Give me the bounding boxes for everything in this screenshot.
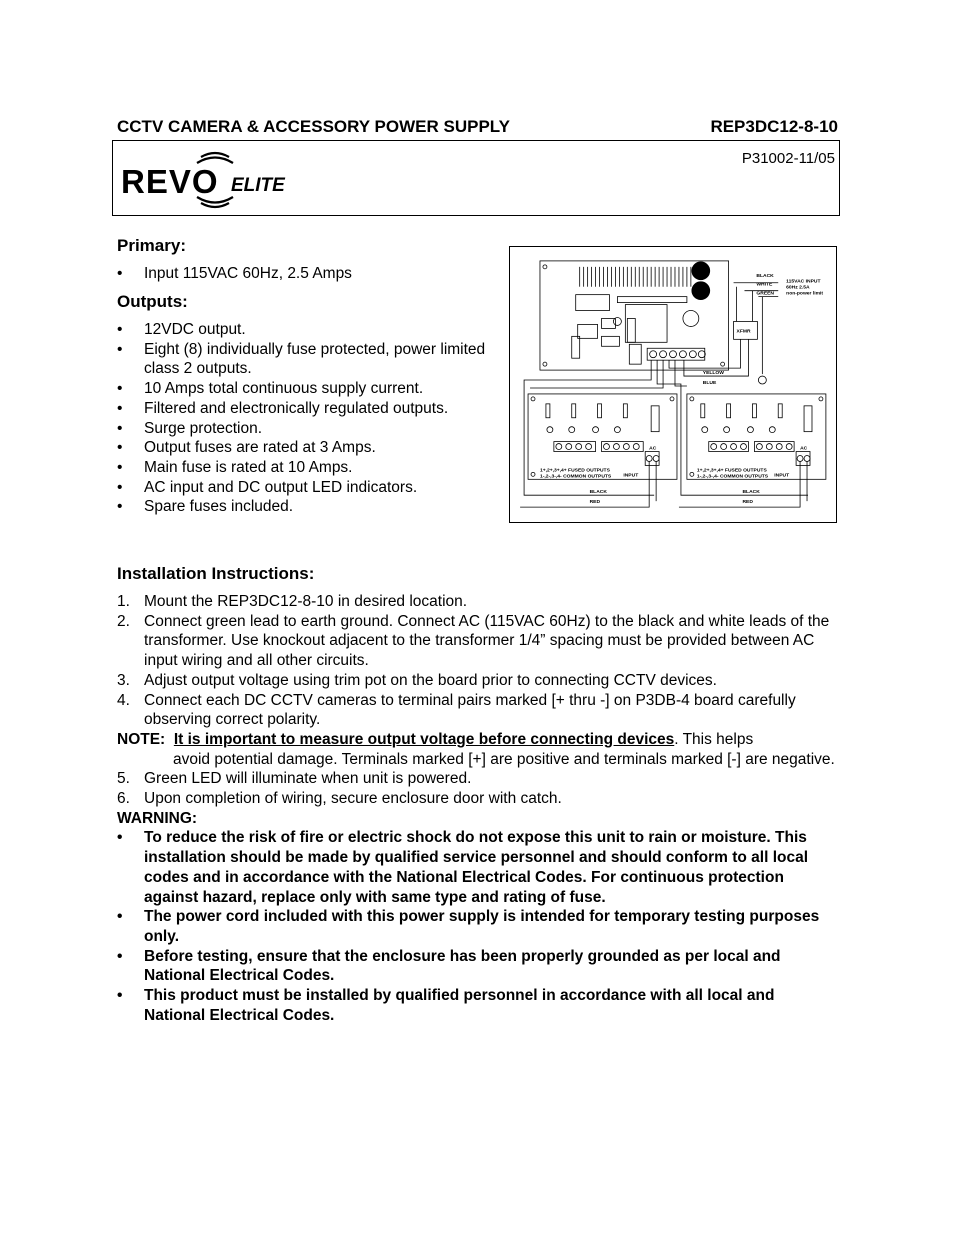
note-continuation: avoid potential damage. Terminals marked [+] are positive and terminals marked [-] are negative.	[173, 750, 835, 768]
document-number: P31002-11/05	[741, 150, 835, 167]
title-row	[117, 117, 838, 139]
label-xfmr: XFMR	[736, 329, 751, 335]
list-item: • Spare fuses included.	[117, 497, 487, 517]
label-black: BLACK	[756, 273, 774, 279]
installation-heading: Installation Instructions:	[117, 564, 315, 583]
step-text: Adjust output voltage using trim pot on the board prior to connecting CCTV devices.	[144, 671, 717, 689]
list-item: • 12VDC output.	[117, 320, 487, 340]
label-input-spec-1: 115VAC INPUT	[786, 279, 821, 285]
logo-brand: REVO	[121, 163, 219, 200]
primary-list	[117, 264, 487, 284]
label-input: INPUT	[623, 473, 639, 479]
list-item: • Input 115VAC 60Hz, 2.5 Amps	[117, 264, 487, 284]
label-board-red-right: RED	[742, 500, 753, 506]
warning-heading: WARNING:	[117, 809, 198, 827]
list-item: • Surge protection.	[117, 419, 487, 439]
warning-item: • The power cord included with this power supply is intended for temporary testing purposes only.	[117, 907, 837, 946]
step-item	[117, 671, 837, 691]
warning-list	[117, 828, 837, 1025]
model-number: REP3DC12-8-10	[710, 117, 838, 136]
step-item	[117, 612, 837, 671]
warning-item: • Before testing, ensure that the enclosure has been properly grounded as per local and National Electrical Codes.	[117, 947, 837, 986]
label-board-black: BLACK	[589, 490, 607, 496]
list-item: • 10 Amps total continuous supply current.	[117, 379, 487, 399]
wiring-diagram	[509, 246, 837, 523]
step-number: 4.	[117, 691, 130, 709]
step-text: Mount the REP3DC12-8-10 in desired location.	[144, 593, 468, 610]
step-text: Green LED will illuminate when unit is powered.	[144, 770, 472, 788]
label-white: WHITE	[756, 282, 773, 288]
label-common-outputs: 1-,2-,3-,4- COMMON OUTPUTS	[539, 474, 612, 480]
step-text: Connect each DC CCTV cameras to terminal pairs marked [+ thru -] on P3DB-4 board carefully observing correct polarity.	[144, 691, 796, 729]
step-number: 2.	[117, 612, 130, 630]
installation-section	[117, 564, 837, 1025]
outputs-heading: Outputs:	[117, 292, 188, 311]
step-text: Upon completion of wiring, secure enclosure door with catch.	[144, 790, 562, 808]
label-input-right: INPUT	[774, 473, 790, 479]
step-item	[117, 769, 837, 789]
note-label: NOTE:	[117, 730, 166, 748]
label-blue: BLUE	[702, 381, 717, 387]
installation-steps-after	[117, 769, 837, 808]
step-item	[117, 691, 837, 730]
list-item: • Output fuses are rated at 3 Amps.	[117, 438, 487, 458]
step-number: 3.	[117, 671, 130, 689]
label-board-black-right: BLACK	[742, 490, 760, 496]
step-number: 5.	[117, 770, 130, 788]
step-text: Connect green lead to earth ground. Connect AC (115VAC 60Hz) to the black and white leads of the transformer. Use knockout adjacent to the transformer 1/4” spacing must be provided between AC input wiring and all other circuits.	[144, 612, 830, 670]
label-fused-outputs: 1+,2+,3+,4+ FUSED OUTPUTS	[539, 468, 610, 474]
step-item	[117, 592, 837, 612]
label-board-red: RED	[589, 500, 601, 506]
label-yellow: YELLOW	[702, 371, 724, 377]
label-common-outputs-right: 1-,2-,3-,4- COMMON OUTPUTS	[696, 474, 769, 480]
label-green: GREEN	[756, 291, 775, 297]
outputs-list	[117, 320, 487, 517]
step-item	[117, 789, 837, 809]
logo-box	[112, 140, 840, 216]
installation-steps	[117, 592, 837, 730]
list-item: • Main fuse is rated at 10 Amps.	[117, 458, 487, 478]
step-number: 6.	[117, 790, 130, 808]
document-title: CCTV CAMERA & ACCESSORY POWER SUPPLY	[117, 117, 510, 136]
label-ac: AC	[649, 446, 657, 452]
note-block	[117, 730, 837, 769]
list-item: • Eight (8) individually fuse protected, power limited class 2 outputs.	[117, 340, 487, 379]
warning-item: • To reduce the risk of fire or electric shock do not expose this unit to rain or moisture. This installation should be made by qualified service personnel and should conform to all local codes and in accordance with the National Electrical Codes. For continuous protection against hazard, replace only with same type and rating of fuse.	[117, 828, 837, 907]
step-number: 1.	[117, 593, 130, 610]
list-item: • Filtered and electronically regulated outputs.	[117, 399, 487, 419]
warning-item: • This product must be installed by qualified personnel in accordance with all local and National Electrical Codes.	[117, 986, 837, 1025]
note-emphasis: It is important to measure output voltage before connecting devices	[173, 730, 675, 748]
label-ac-right: AC	[800, 446, 808, 452]
revo-elite-logo	[117, 147, 317, 213]
label-input-spec-2: 60Hz 2.5A	[786, 285, 810, 291]
logo-sub: ELITE	[231, 175, 285, 196]
list-item: • AC input and DC output LED indicators.	[117, 478, 487, 498]
primary-heading: Primary:	[117, 236, 186, 255]
label-input-spec-3: non-power limit	[786, 291, 824, 297]
label-fused-outputs-right: 1+,2+,3+,4+ FUSED OUTPUTS	[696, 468, 767, 474]
note-rest: . This helps	[674, 730, 754, 748]
